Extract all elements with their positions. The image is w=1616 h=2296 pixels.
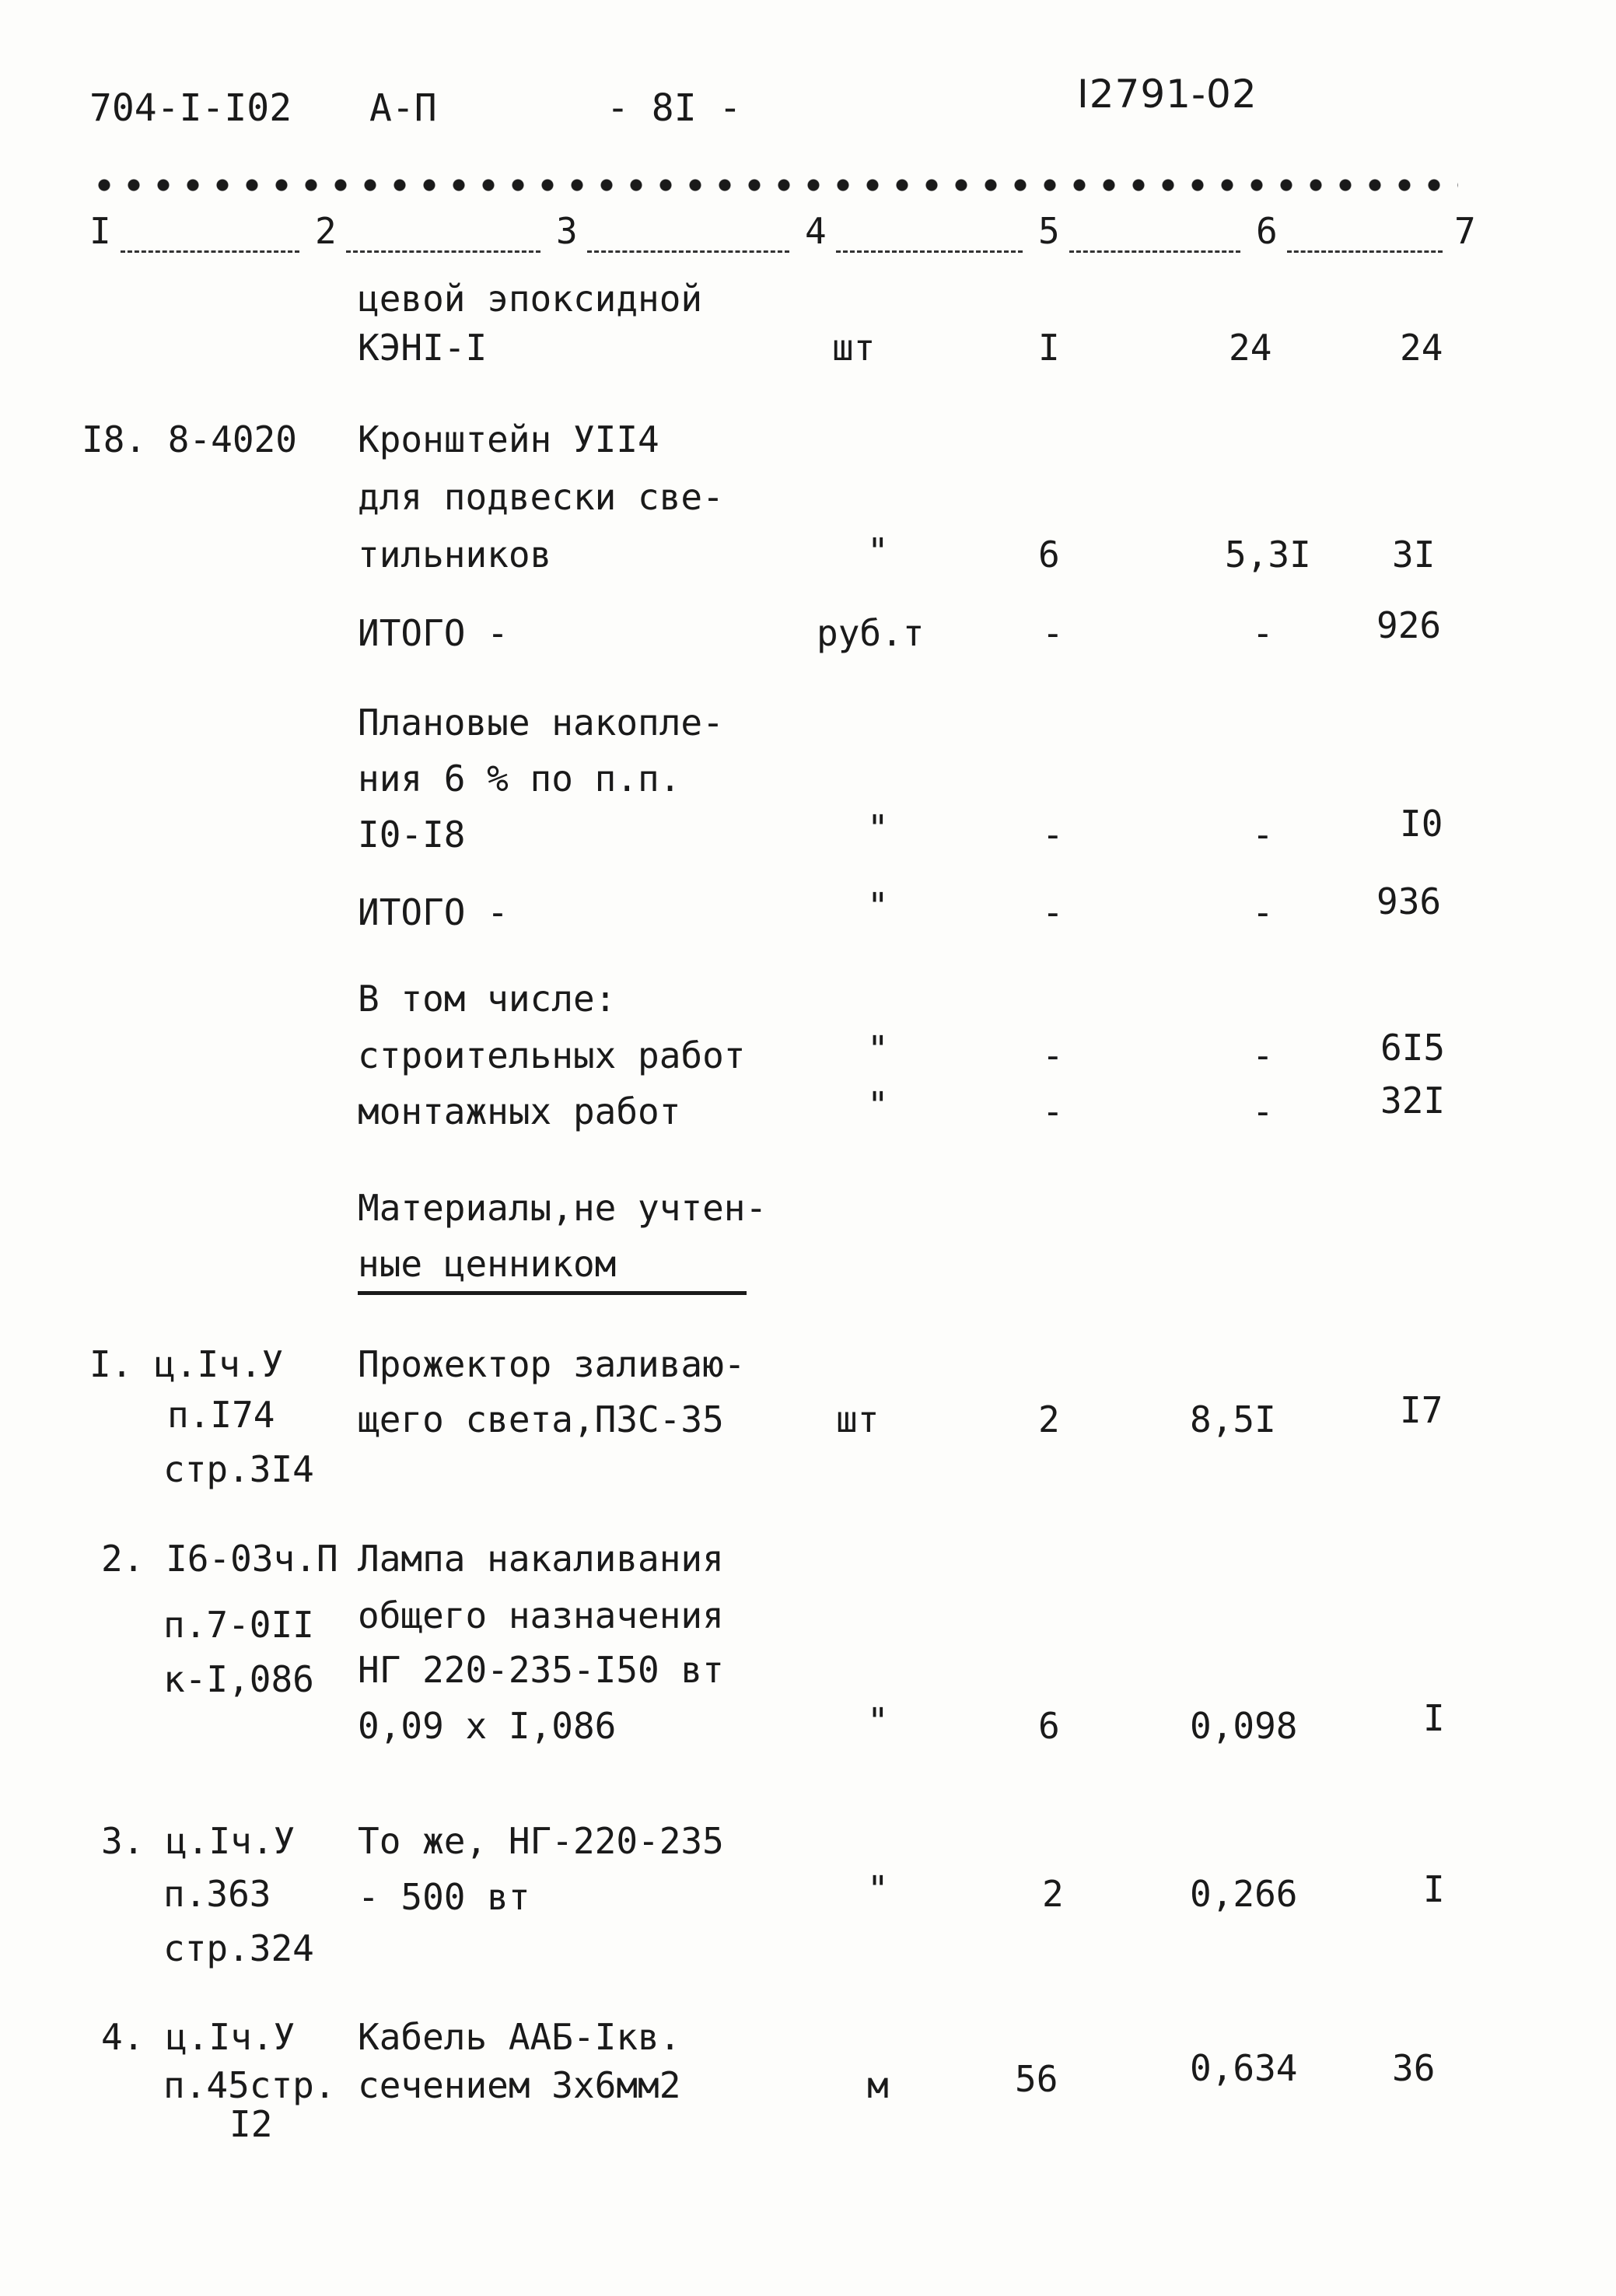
- column-dash: [121, 250, 299, 253]
- col-number-3: 3: [556, 210, 578, 252]
- row-desc-line: Плановые накопле-: [358, 702, 724, 744]
- row-item-ref: I. ц.Iч.У: [89, 1343, 284, 1385]
- row-qty: 2: [1042, 1873, 1064, 1915]
- row-unit: ": [867, 885, 889, 927]
- row-price: 5,3I: [1225, 534, 1311, 576]
- row-item-ref: п.45стр.: [163, 2064, 336, 2106]
- row-desc-line: Кабель ААБ-Iкв.: [358, 2016, 681, 2058]
- row-desc-line: То же, НГ-220-235: [358, 1820, 724, 1862]
- column-dash: [836, 250, 1023, 253]
- row-desc-line: Лампа накаливания: [358, 1538, 724, 1580]
- row-qty: -: [1042, 1034, 1064, 1076]
- underline-rule: [358, 1291, 747, 1295]
- row-desc-line: тильников: [358, 534, 552, 576]
- row-price: 24: [1229, 327, 1272, 369]
- row-unit: ": [867, 530, 889, 572]
- row-desc-line: ИТОГО -: [358, 891, 509, 933]
- row-unit: шт: [832, 327, 876, 369]
- row-price: -: [1252, 1090, 1274, 1132]
- row-desc-line: КЭНI-I: [358, 327, 488, 369]
- row-item-ref: I8. 8-4020: [82, 418, 297, 460]
- dotted-separator: [89, 177, 1458, 193]
- row-price: -: [1252, 612, 1274, 654]
- col-number-2: 2: [315, 210, 337, 252]
- row-item-ref: к-I,086: [163, 1658, 314, 1700]
- row-qty: 6: [1038, 534, 1060, 576]
- row-desc-line: В том числе:: [358, 978, 617, 1020]
- column-dash: [346, 250, 540, 253]
- row-desc-line: НГ 220-235-I50 вт: [358, 1649, 724, 1691]
- row-total: I7: [1400, 1389, 1443, 1431]
- row-price: -: [1252, 1034, 1274, 1076]
- column-numbers-row: [89, 210, 1489, 257]
- row-desc-line: монтажных работ: [358, 1090, 681, 1132]
- row-qty: -: [1042, 814, 1064, 856]
- row-desc-line: Прожектор заливаю-: [358, 1343, 746, 1385]
- row-total: 24: [1400, 327, 1443, 369]
- row-desc-line: Кронштейн УII4: [358, 418, 659, 460]
- row-item-ref: 2. I6-03ч.П: [101, 1538, 338, 1580]
- row-unit: ": [867, 807, 889, 849]
- row-total: 6I5: [1380, 1027, 1446, 1069]
- row-total: 32I: [1380, 1080, 1446, 1122]
- row-price: 8,5I: [1190, 1398, 1276, 1440]
- row-desc-line: I0-I8: [358, 814, 466, 856]
- row-desc-line: для подвески све-: [358, 476, 724, 518]
- row-total: I: [1423, 1697, 1445, 1739]
- row-qty: -: [1042, 891, 1064, 933]
- row-price: 0,098: [1190, 1705, 1298, 1747]
- row-unit: ": [867, 1028, 889, 1070]
- row-qty: -: [1042, 1090, 1064, 1132]
- col-number-5: 5: [1038, 210, 1060, 252]
- row-price: 0,634: [1190, 2047, 1298, 2089]
- row-desc-line: ния 6 % по п.п.: [358, 758, 681, 800]
- row-desc-line: ИТОГО -: [358, 612, 509, 654]
- row-qty: I: [1038, 327, 1060, 369]
- doc-sheet: А-П: [369, 86, 437, 130]
- col-number-4: 4: [805, 210, 827, 252]
- row-total: 936: [1376, 880, 1442, 922]
- row-total: 36: [1392, 2047, 1436, 2089]
- row-desc-line: щего света,ПЗС-35: [358, 1398, 724, 1440]
- row-desc-line: общего назначения: [358, 1594, 724, 1636]
- row-item-ref: п.363: [163, 1873, 271, 1915]
- row-unit: шт: [836, 1398, 880, 1440]
- row-item-ref: п.I74: [167, 1394, 275, 1436]
- row-desc-line: ные ценником: [358, 1243, 617, 1285]
- row-unit: ": [867, 1868, 889, 1910]
- row-price: -: [1252, 814, 1274, 856]
- column-dash: [1287, 250, 1443, 253]
- row-desc-line: 0,09 х I,086: [358, 1705, 617, 1747]
- row-desc-line: Материалы,не учтен-: [358, 1187, 768, 1229]
- row-qty: 56: [1015, 2058, 1058, 2100]
- row-total: 3I: [1392, 534, 1436, 576]
- row-item-ref: 4. ц.Iч.У: [101, 2016, 296, 2058]
- row-item-ref: I2: [229, 2103, 273, 2145]
- row-desc-line: строительных работ: [358, 1034, 746, 1076]
- row-item-ref: стр.3I4: [163, 1448, 314, 1490]
- row-price: -: [1252, 891, 1274, 933]
- row-desc-line: цевой эпоксидной: [358, 278, 703, 320]
- row-total: 926: [1376, 604, 1442, 646]
- row-unit: ": [867, 1084, 889, 1126]
- col-number-7: 7: [1454, 210, 1476, 252]
- row-item-ref: 3. ц.Iч.У: [101, 1820, 296, 1862]
- column-dash: [587, 250, 789, 253]
- row-desc-line: сечением 3х6мм2: [358, 2064, 681, 2106]
- row-total: I0: [1400, 803, 1443, 845]
- row-item-ref: п.7-0II: [163, 1604, 314, 1646]
- column-dash: [1069, 250, 1240, 253]
- row-qty: -: [1042, 612, 1064, 654]
- row-unit: ": [867, 1700, 889, 1742]
- row-qty: 6: [1038, 1705, 1060, 1747]
- doc-code: 704-I-I02: [89, 86, 292, 130]
- row-desc-line: - 500 вт: [358, 1876, 530, 1918]
- col-number-6: 6: [1256, 210, 1278, 252]
- page-number: - 8I -: [607, 86, 742, 130]
- row-price: 0,266: [1190, 1873, 1298, 1915]
- col-number-1: I: [89, 210, 111, 252]
- row-unit: руб.т: [817, 612, 925, 654]
- row-qty: 2: [1038, 1398, 1060, 1440]
- row-unit: м: [867, 2064, 889, 2106]
- row-item-ref: стр.324: [163, 1927, 314, 1969]
- doc-number-handwritten: I2791-02: [1077, 72, 1257, 117]
- row-total: I: [1423, 1868, 1445, 1910]
